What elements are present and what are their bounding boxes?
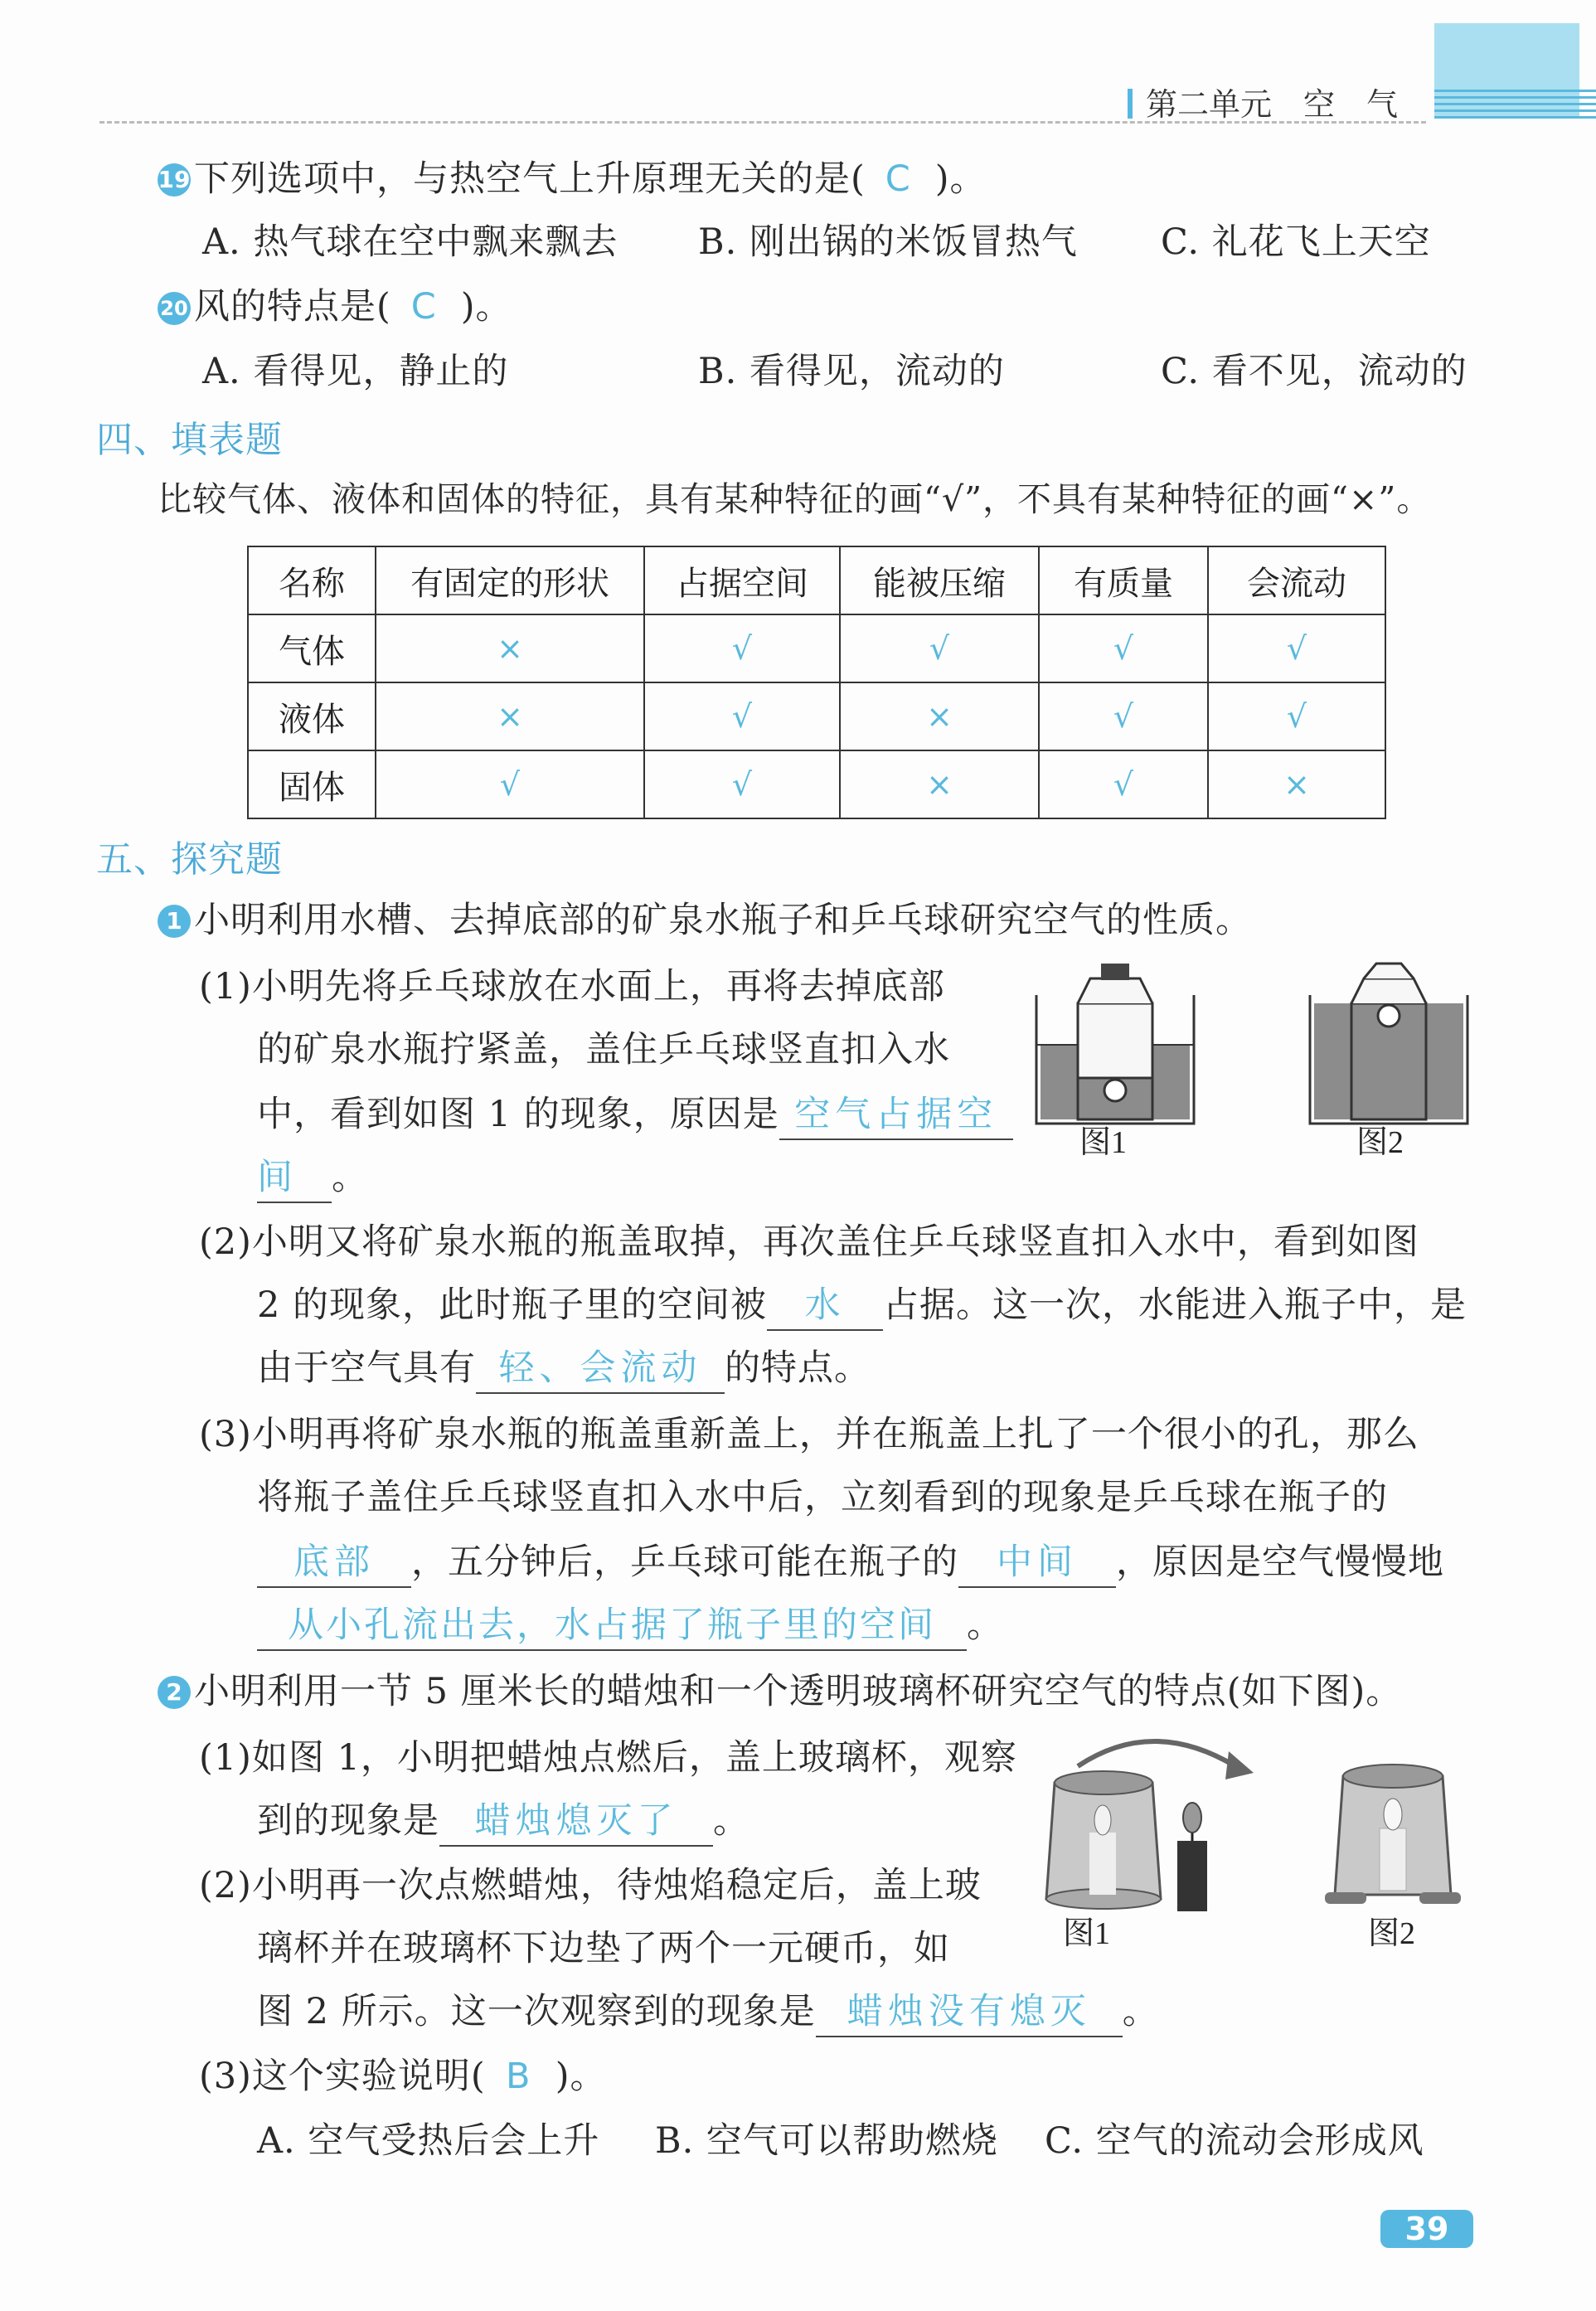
p1-s1-line3: 中，看到如图 1 的现象，原因是 空气占据空 <box>257 1090 1013 1140</box>
header-stripes <box>1434 90 1596 119</box>
q19-option-c: C. 礼花飞上天空 <box>1161 221 1431 263</box>
table-cell-mark: × <box>376 614 644 682</box>
table-cell-name: 气体 <box>248 614 376 682</box>
p2-fig1-diagram <box>1046 1741 1254 1911</box>
table-cell-mark: √ <box>644 682 840 750</box>
p1-s1-answer-b: 间 <box>257 1153 332 1203</box>
p1-s2-line3: 由于空气具有 轻、会流动 的特点。 <box>257 1343 871 1394</box>
table-cell-name: 液体 <box>248 682 376 750</box>
p1-fig2-diagram <box>1310 964 1467 1124</box>
table-header: 占据空间 <box>644 546 840 614</box>
p2-s1-line2: 到的现象是 蜡烛熄灭了 。 <box>257 1796 749 1847</box>
p1-s2-answer: 水 <box>767 1281 883 1331</box>
p1-s3-answer2: 中间 <box>958 1538 1116 1588</box>
p2-s3-line: (3)这个实验说明( B )。 <box>199 2051 606 2101</box>
q20-option-b: B. 看得见，流动的 <box>698 351 1005 392</box>
p2-fig2-label: 图2 <box>1368 1916 1416 1951</box>
p1-s3-line2: 将瓶子盖住乒乓球竖直扣入水中后，立刻看到的现象是乒乓球在瓶子的 <box>257 1477 1388 1518</box>
p1-s2-line1: (2)小明又将矿泉水瓶的瓶盖取掉，再次盖住乒乓球竖直扣入水中，看到如图 <box>199 1221 1419 1263</box>
p2-s2-line3: 图 2 所示。这一次观察到的现象是 蜡烛没有熄灭 。 <box>257 1987 1159 2037</box>
table-header: 有固定的形状 <box>376 546 644 614</box>
table-cell-mark: √ <box>1039 682 1208 750</box>
p1-s1-line1: (1)小明先将乒乓球放在水面上，再将去掉底部 <box>199 966 945 1007</box>
p2-s2-line1: (2)小明再一次点燃蜡烛，待烛焰稳定后，盖上玻 <box>199 1865 982 1906</box>
table-header: 会流动 <box>1208 546 1385 614</box>
p2-option-c: C. 空气的流动会形成风 <box>1045 2120 1424 2162</box>
p1-s1-answer-a: 空气占据空 <box>779 1090 1013 1140</box>
q19-answer: C <box>885 158 915 200</box>
table-header: 有质量 <box>1039 546 1208 614</box>
feature-table <box>247 546 1386 819</box>
p2-s1-answer: 蜡烛熄灭了 <box>439 1797 713 1847</box>
p1-s3-answer1: 底部 <box>257 1538 411 1588</box>
table-cell-name: 固体 <box>248 750 376 818</box>
p1-s3-line4: 从小孔流出去，水占据了瓶子里的空间 。 <box>257 1600 1003 1651</box>
p1-s3-line1: (3)小明再将矿泉水瓶的瓶盖重新盖上，并在瓶盖上扎了一个很小的孔，那么 <box>199 1414 1419 1455</box>
p2-fig1-label: 图1 <box>1063 1916 1111 1951</box>
q20-number: 20 <box>158 292 191 325</box>
p1-number: 1 <box>158 905 191 938</box>
table-cell-mark: √ <box>644 750 840 818</box>
q19-number: 19 <box>158 163 191 197</box>
p1-s1-line2: 的矿泉水瓶拧紧盖，盖住乒乓球竖直扣入水 <box>257 1029 950 1071</box>
table-cell-mark: √ <box>840 614 1039 682</box>
page-number: 39 <box>1380 2210 1473 2248</box>
q20-option-c: C. 看不见，流动的 <box>1161 351 1467 392</box>
p2-number: 2 <box>158 1676 191 1709</box>
p2-figures <box>1036 1708 1484 1924</box>
table-cell-mark: × <box>376 682 644 750</box>
q20-option-a: A. 看得见，静止的 <box>202 351 509 392</box>
unit-title: 第二单元 空 气 <box>1128 79 1398 124</box>
section5-title: 五、探究题 <box>96 838 283 881</box>
table-cell-mark: √ <box>1039 750 1208 818</box>
table-header: 能被压缩 <box>840 546 1039 614</box>
q19-option-a: A. 热气球在空中飘来飘去 <box>202 221 619 263</box>
p2-s1-line1: (1)如图 1，小明把蜡烛点燃后，盖上玻璃杯，观察 <box>199 1737 1017 1779</box>
p2-s2-answer: 蜡烛没有熄灭 <box>816 1988 1123 2037</box>
q20-answer: C <box>410 286 441 328</box>
table-cell-mark: × <box>840 682 1039 750</box>
table-cell-mark: √ <box>1039 614 1208 682</box>
p1-s1-line4: 间 。 <box>257 1153 368 1203</box>
table-cell-mark: √ <box>644 614 840 682</box>
table-cell-mark: × <box>840 750 1039 818</box>
p1-fig1-diagram <box>1036 964 1194 1124</box>
p1-s3-line3: 底部 ，五分钟后，乒乓球可能在瓶子的 中间 ，原因是空气慢慢地 <box>257 1537 1444 1588</box>
table-header-row <box>248 546 1385 614</box>
section4-instruction: 比较气体、液体和固体的特征，具有某种特征的画“√”，不具有某种特征的画“×”。 <box>158 479 1432 519</box>
p1-stem: 1 小明利用水槽、去掉底部的矿泉水瓶子和乒乓球研究空气的性质。 <box>158 896 1252 945</box>
q19-option-b: B. 刚出锅的米饭冒热气 <box>698 221 1078 263</box>
p1-s2-answer2: 轻、会流动 <box>476 1344 725 1394</box>
p1-s2-line2: 2 的现象，此时瓶子里的空间被 水 占据。这一次，水能进入瓶子中，是 <box>257 1280 1467 1331</box>
section4-title: 四、填表题 <box>96 419 283 461</box>
table-cell-mark: √ <box>1208 682 1385 750</box>
p1-s3-answer3: 从小孔流出去，水占据了瓶子里的空间 <box>257 1601 967 1651</box>
p1-fig2-label: 图2 <box>1356 1125 1404 1160</box>
table-row <box>248 750 1385 818</box>
p2-option-b: B. 空气可以帮助燃烧 <box>655 2120 998 2162</box>
p2-s2-line2: 璃杯并在玻璃杯下边垫了两个一元硬币，如 <box>257 1928 950 1969</box>
table-cell-mark: √ <box>376 750 644 818</box>
p2-s3-answer: B <box>505 2056 536 2097</box>
table-row <box>248 614 1385 682</box>
p1-fig1-label: 图1 <box>1079 1125 1128 1160</box>
p2-option-a: A. 空气受热后会上升 <box>257 2120 600 2162</box>
p2-fig2-diagram <box>1325 1765 1461 1904</box>
table-header: 名称 <box>248 546 376 614</box>
table-cell-mark: √ <box>1208 614 1385 682</box>
table-cell-mark: × <box>1208 750 1385 818</box>
p2-stem: 2 小明利用一节 5 厘米长的蜡烛和一个透明玻璃杯研究空气的特点(如下图)。 <box>158 1667 1402 1716</box>
table-row <box>248 682 1385 750</box>
q19-stem: 19 下列选项中，与热空气上升原理无关的是( C )。 <box>158 154 987 204</box>
q20-stem: 20 风的特点是( C )。 <box>158 282 512 332</box>
